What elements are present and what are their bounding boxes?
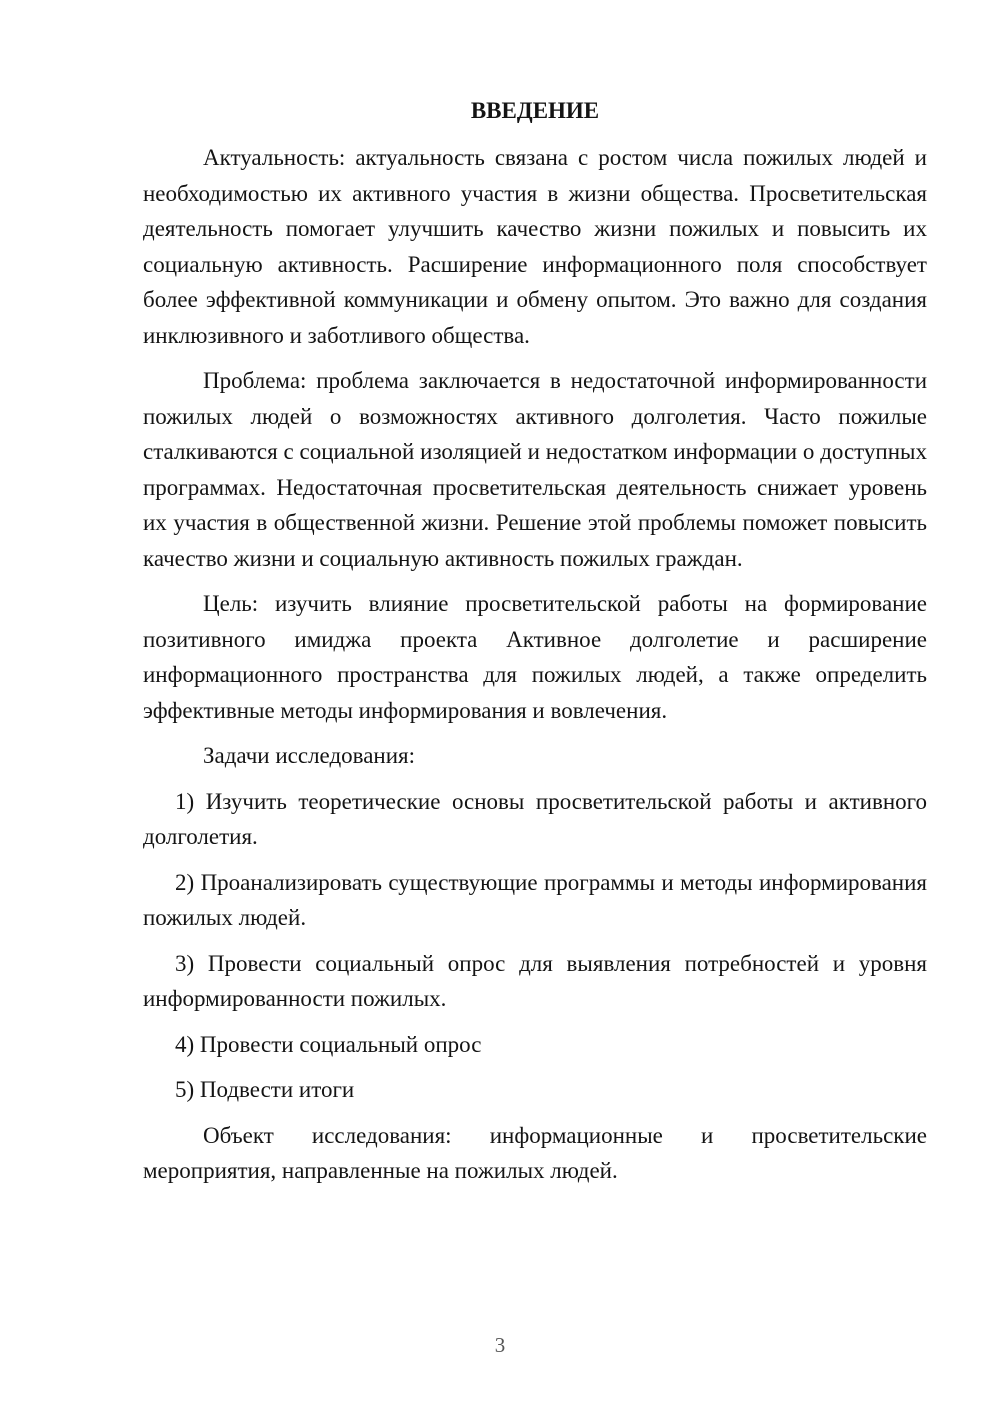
task-item-4: 4) Провести социальный опрос bbox=[175, 1031, 482, 1057]
relevance-paragraph: Актуальность: актуальность связана с ростом числа пожилых людей и необходимостью их активного участия в жизни общества. Просветительская деятельность помогает улучшить качество жизни пожилых и повысить их социальную активность. Расширение информационного поля способствует более эффективной коммуникации и обмену опытом. Это важно для создания инклюзивного и заботливого общества. bbox=[143, 145, 927, 348]
problem-paragraph: Проблема: проблема заключается в недостаточной информированности пожилых людей о возможностях активного долголетия. Часто пожилые сталкиваются с социальной изоляцией и недостатком информации о доступных программах. Недостаточная просветительская деятельность снижает уровень их участия в общественной жизни. Решение этой проблемы поможет повысить качество жизни и социальную активность пожилых граждан. bbox=[143, 368, 927, 571]
task-item-1: 1) Изучить теоретические основы просветительской работы и активного долголетия. bbox=[143, 788, 927, 849]
task-item-3: 3) Провести социальный опрос для выявления потребностей и уровня информированности пожилых. bbox=[143, 950, 927, 1011]
section-heading: ВВЕДЕНИЕ bbox=[470, 98, 600, 123]
task-item-2: 2) Проанализировать существующие программы и методы информирования пожилых людей. bbox=[143, 869, 927, 930]
page-number: 3 bbox=[494, 1333, 506, 1357]
object-paragraph: Объект исследования: информационные и просветительские мероприятия, направленные на пожилых людей. bbox=[143, 1122, 927, 1183]
goal-paragraph: Цель: изучить влияние просветительской работы на формирование позитивного имиджа проекта Активное долголетие и расширение информационного пространства для пожилых людей, а также определить эффективные методы информирования и вовлечения. bbox=[143, 591, 927, 723]
task-item-5: 5) Подвести итоги bbox=[175, 1077, 355, 1102]
page-content bbox=[143, 96, 927, 1199]
tasks-title: Задачи исследования: bbox=[203, 743, 416, 768]
